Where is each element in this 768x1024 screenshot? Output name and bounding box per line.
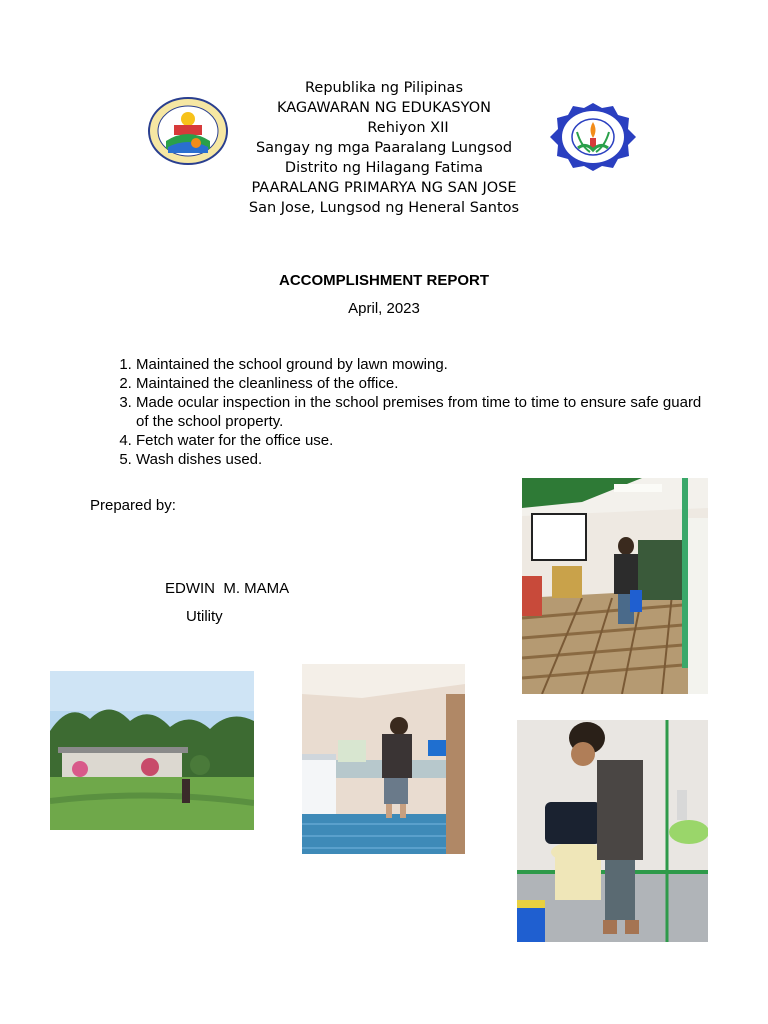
header-line: San Jose, Lungsod ng Heneral Santos (248, 200, 520, 216)
header-line: PAARALANG PRIMARYA NG SAN JOSE (251, 180, 517, 196)
photo-school-grounds (50, 671, 254, 830)
photo-washing-dishes (302, 664, 465, 854)
report-title: ACCOMPLISHMENT REPORT (279, 272, 489, 289)
list-item: 3. Made ocular inspection in the school premises from time to time to ensure safe guard of the school property. (136, 393, 716, 431)
header-line: KAGAWARAN NG EDUKASYON (277, 100, 491, 116)
header-line: Sangay ng mga Paaralang Lungsod (255, 140, 513, 156)
header-line: Distrito ng Hilagang Fatima (284, 160, 484, 176)
header-line: Republika ng Pilipinas (304, 80, 463, 96)
photo-fetching-water (517, 720, 708, 942)
prepared-by-label: Prepared by: (90, 497, 176, 514)
preparer-name: EDWIN M. MAMA (165, 580, 290, 597)
preparer-position: Utility (186, 608, 223, 625)
letterhead (200, 78, 568, 218)
accomplishment-list (90, 355, 716, 469)
photo-office-hallway (522, 478, 708, 694)
list-item: 5. Wash dishes used. (136, 450, 716, 469)
header-line: Rehiyon XII (367, 120, 449, 136)
list-item: 4. Fetch water for the office use. (136, 431, 716, 450)
list-item: 2. Maintained the cleanliness of the office. (136, 374, 716, 393)
list-item: 1. Maintained the school ground by lawn mowing. (136, 355, 716, 374)
report-date: April, 2023 (348, 300, 420, 317)
